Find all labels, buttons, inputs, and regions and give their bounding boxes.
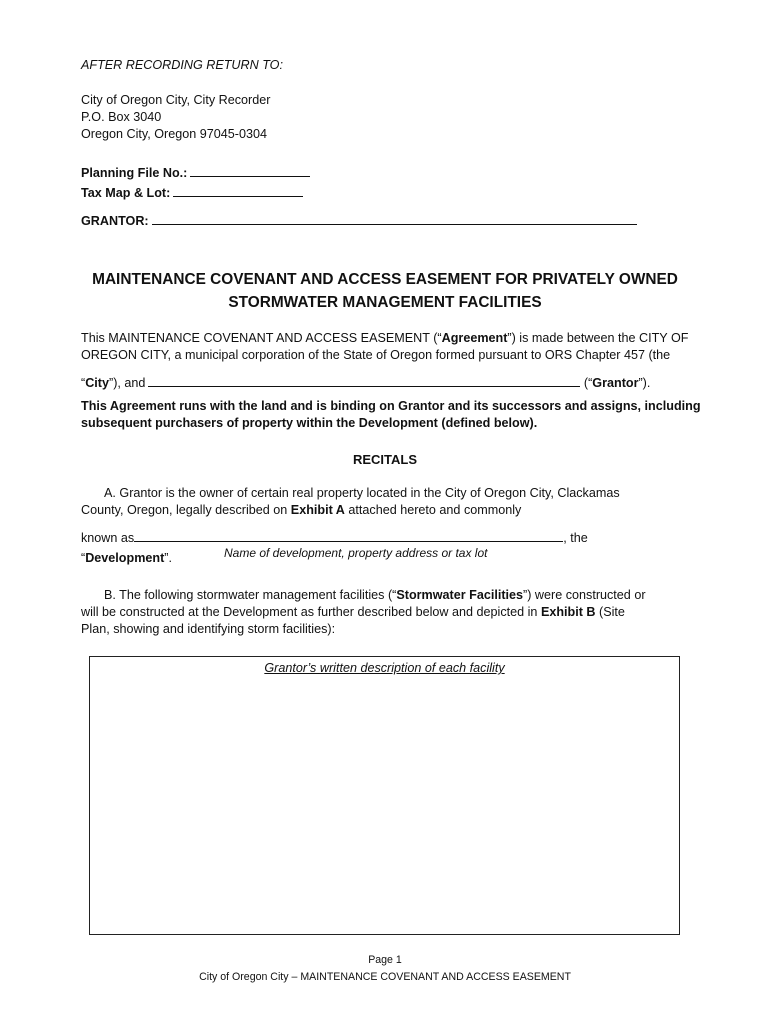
development-name-field[interactable] — [134, 528, 563, 542]
agreement-term: Agreement — [441, 331, 508, 345]
footer-document-name: City of Oregon City – MAINTENANCE COVENANT AND ACCESS EASEMENT — [199, 971, 571, 983]
recital-a-line-1: A. Grantor is the owner of certain real property located in the City of Oregon City, Clackamas — [104, 486, 620, 500]
address-line-1: City of Oregon City, City Recorder — [81, 93, 271, 107]
intro-line-2: OREGON CITY, a municipal corporation of the State of Oregon formed pursuant to ORS Chapter 457 (the — [81, 348, 671, 362]
recital-b-line-2: will be constructed at the Development as further described below and depicted in Exhibit B (Site — [81, 605, 625, 619]
stormwater-facilities-term: Stormwater Facilities — [396, 588, 524, 602]
intro-line-1: This MAINTENANCE COVENANT AND ACCESS EASEMENT (“Agreement”) is made between the CITY OF — [81, 331, 689, 345]
recital-b-line-3: Plan, showing and identifying storm facilities): — [81, 622, 336, 636]
known-as-row: known as , the — [81, 528, 588, 545]
return-to-label: AFTER RECORDING RETURN TO: — [81, 58, 283, 72]
intro-line-3: “City”), and (“Grantor”). — [81, 373, 650, 390]
grantor-label: GRANTOR: — [81, 214, 149, 228]
facility-description-box[interactable] — [89, 656, 680, 935]
tax-map-field[interactable] — [173, 183, 303, 197]
recitals-heading: RECITALS — [352, 452, 418, 467]
grantor-term: Grantor — [592, 376, 639, 390]
document-title — [60, 268, 710, 314]
binding-line-1: This Agreement runs with the land and is binding on Grantor and its successors and assigns, including — [81, 399, 701, 413]
planning-file-field[interactable] — [190, 163, 310, 177]
grantor-name-field[interactable] — [148, 373, 580, 387]
return-address — [81, 92, 270, 143]
binding-line-2: subsequent purchasers of property within the Development (defined below). — [81, 416, 538, 430]
title-line-1: MAINTENANCE COVENANT AND ACCESS EASEMENT FOR PRIVATELY OWNED — [92, 271, 678, 288]
title-line-2: STORMWATER MANAGEMENT FACILITIES — [228, 294, 542, 311]
development-term-row: “Development”. — [81, 551, 172, 565]
page-number: Page 1 — [368, 954, 402, 966]
tax-map-label: Tax Map & Lot: — [81, 186, 171, 200]
recital-b-line-1: B. The following stormwater management facilities (“Stormwater Facilities”) were constructed or — [104, 588, 646, 602]
exhibit-b-ref: Exhibit B — [540, 605, 596, 619]
development-term: Development — [85, 551, 165, 565]
tax-map-row — [81, 183, 303, 200]
known-as-label: known as — [81, 531, 135, 545]
exhibit-a-ref: Exhibit A — [290, 503, 345, 517]
grantor-field[interactable] — [152, 211, 637, 225]
facility-description-label: Grantor’s written description of each facility — [264, 661, 505, 675]
recital-a-line-2: County, Oregon, legally described on Exhibit A attached hereto and commonly — [81, 503, 522, 517]
city-term: City — [85, 376, 109, 390]
planning-file-label: Planning File No.: — [81, 166, 188, 180]
binding-paragraph — [81, 398, 701, 432]
planning-file-row — [81, 163, 310, 180]
address-line-2: P.O. Box 3040 — [81, 110, 162, 124]
grantor-row — [81, 211, 637, 228]
development-field-hint: Name of development, property address or tax lot — [224, 546, 488, 560]
address-line-3: Oregon City, Oregon 97045-0304 — [81, 127, 267, 141]
